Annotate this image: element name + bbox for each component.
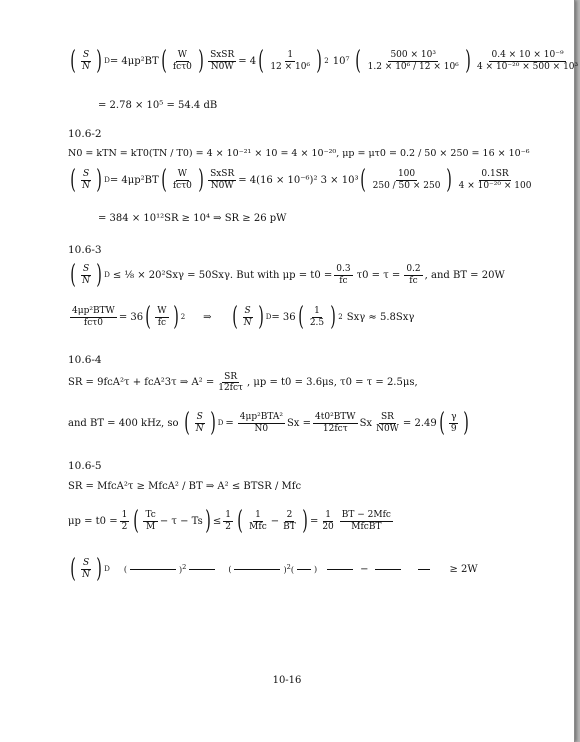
equation-3-line-1: ( $\frac{S}{N}$ ) D ≤ ⅛ × 20²Sxγ = 50Sxγ. But with μp = t0 = $\frac{0.3}{fc}$ τ0 = τ = $\frac{0.2}{fc}$ , and BT = 20W <box>70 260 505 290</box>
fill-blank <box>327 569 353 570</box>
fill-blank <box>297 569 311 570</box>
equation-2: ( $\frac{S}{N}$ ) D = 4μp²BT ( $\frac{W}{\text{fcτ0}}$ ) $\frac{\text{SxSR}}{N0W}$ = 4(16 × 10⁻⁶)² 3 × 10³ ( $\frac{100}{250 / 50 \times 250}$ ) $\frac{0.1SR}{\text{4 × 10⁻²⁰ × 100}}$ <box>70 165 532 195</box>
fill-blank <box>189 569 215 570</box>
equation-2-line-1: N0 = kTN = kT0(TN / T0) = 4 × 10⁻²¹ × 10 = 4 × 10⁻²⁰, μp = μτ0 = 0.2 / 50 × 250 = 16 × 10⁻⁶ <box>68 148 530 159</box>
problem-heading-10-6-2: 10.6-2 <box>68 128 102 140</box>
equation-4-line-2: and BT = 400 kHz, so ( $\frac{S}{N}$ ) D = $\frac{\text{4μp²BTA²}}{N0}$ Sx = $\frac{\text{4t0²BTW}}{\text{12fcτ}}$ Sx $\frac{SR}{N0W}$ = 2.49 ( $\frac{\gamma}{9}$ ) <box>68 408 469 438</box>
equation-5-line-3: ( $\frac{S}{N}$ ) D ( )$^2$ ( )$^2$( ) − ≥ 2W <box>70 554 478 584</box>
problem-heading-10-6-5: 10.6-5 <box>68 460 102 472</box>
fill-blank <box>234 569 280 570</box>
eq1-lhs: = 4μp²BT <box>109 55 159 67</box>
problem-heading-10-6-3: 10.6-3 <box>68 244 102 256</box>
equation-2-result: = 384 × 10¹²SR ≥ 10⁴ ⇒ SR ≥ 26 pW <box>98 213 287 224</box>
fill-blank <box>375 569 401 570</box>
problem-heading-10-6-4: 10.6-4 <box>68 354 102 366</box>
fill-blank <box>130 569 176 570</box>
equation-5-line-2: μp = t0 = $\frac{1}{2}$ ( $\frac{Tc}{M}$ − τ − Ts ) ≤ $\frac{1}{2}$ ( $\frac{1}{\text{Mfc}}$ − $\frac{2}{BT}$ ) = $\frac{1}{20}$ $\frac{\text{BT − 2Mfc}}{\text{MfcBT}}$ <box>68 506 391 536</box>
equation-1-result: = 2.78 × 10⁵ = 54.4 dB <box>98 100 218 111</box>
sn-ratio: ( $\frac{S}{N}$ ) D <box>70 46 110 76</box>
page-number: 10-16 <box>272 675 302 686</box>
fill-blank <box>418 569 430 570</box>
equation-3-line-2: $\frac{\text{4μp²BTW}}{\text{fcτ0}}$ = 36 ( $\frac{W}{fc}$ ) 2 ⇒ ( $\frac{S}{N}$ ) D = 36 ( $\frac{1}{2.5}$ ) 2 Sxγ ≈ 5.8Sxγ <box>72 302 415 332</box>
equation-1: ( $\frac{S}{N}$ ) D = 4μp²BT ( $\frac{W}{\text{fcτ0}}$ ) $\frac{\text{SxSR}}{N0W}$ = 4 ( $\frac{1}{\text{12 × 10⁶}}$ ) 2 10⁷ ( $\frac{\text{500 × 10³}}{\text{1.2 × 10⁶ / 12 × 10⁶}}$ ) $\frac{\text{0.4 × 10 × 10⁻⁹}}{\text{4 × 10⁻²⁰ × 500 × 10³}}$ <box>68 48 580 74</box>
equation-4-line-1: SR = 9fcA²τ + fcA²3τ ⇒ A² = $\frac{SR}{\text{12fcτ}}$ , μp = t0 = 3.6μs, τ0 = τ = 2.5μs, <box>68 372 418 394</box>
equation-5-line-1: SR = MfcA²τ ≥ MfcA² / BT ⇒ A² ≤ BTSR / Mfc <box>68 481 302 492</box>
